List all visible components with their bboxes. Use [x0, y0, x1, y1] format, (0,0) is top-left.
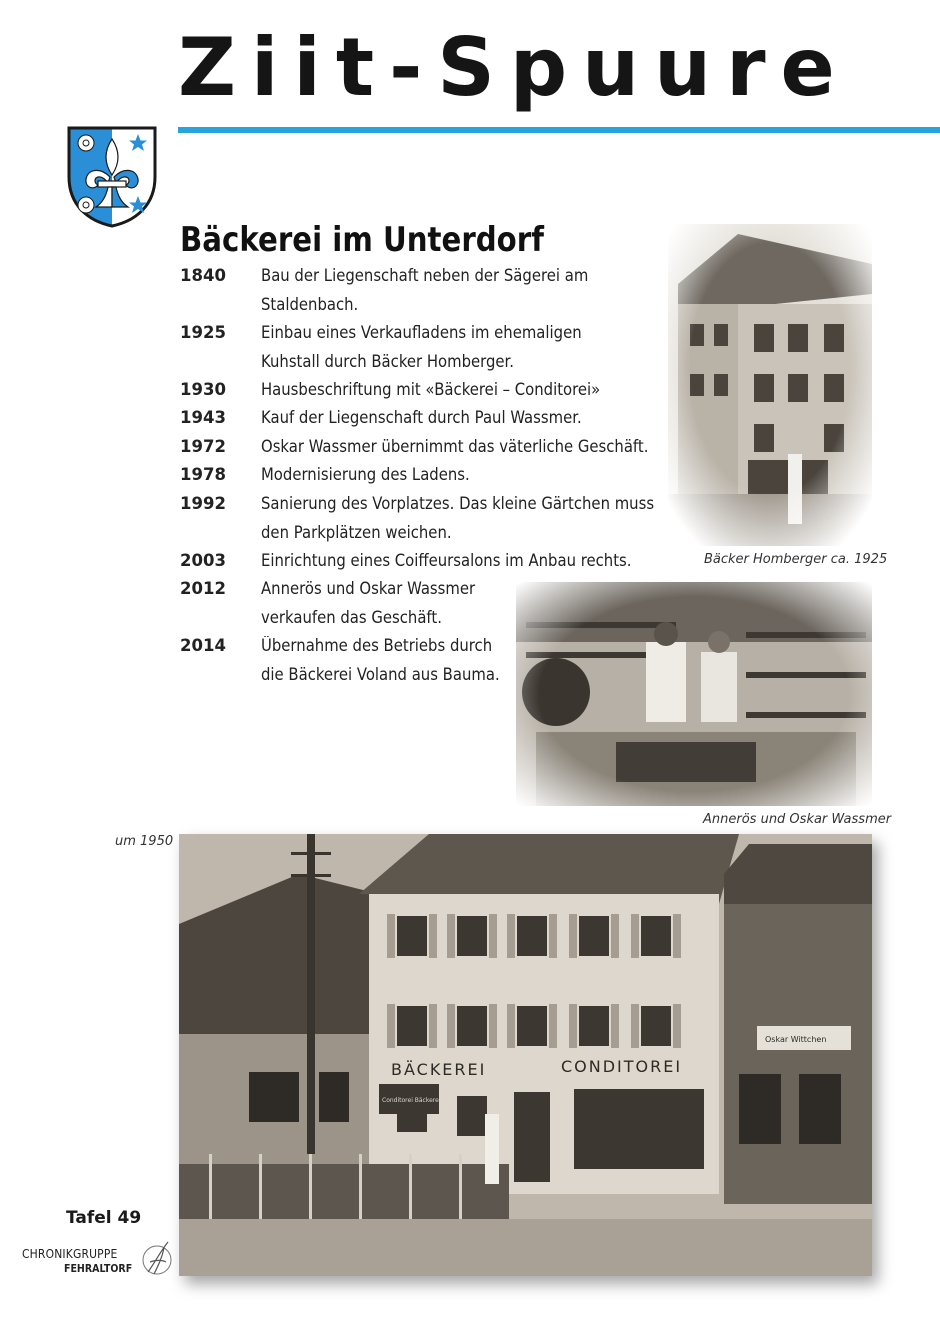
timeline-text: Sanierung des Vorplatzes. Das kleine Gärtchen muss den Parkplätzen weichen. — [261, 494, 655, 542]
timeline-year: 1840 — [180, 266, 226, 285]
timeline-year: 2012 — [180, 579, 226, 598]
timeline-text: Übernahme des Betriebs durch die Bäckerei Voland aus Bauma. — [261, 636, 500, 684]
page-title: Ziit-Spuure — [178, 21, 850, 114]
sign-conditorei: CONDITOREI — [561, 1057, 683, 1076]
chronikgruppe-logo — [22, 1240, 174, 1280]
timeline-year: 2014 — [180, 636, 226, 655]
timeline-year: 2003 — [180, 551, 226, 570]
photo-shop-interior — [516, 582, 872, 806]
timeline-year: 1925 — [180, 323, 226, 342]
coat-of-arms-icon — [66, 125, 158, 229]
timeline-year: 1978 — [180, 465, 226, 484]
timeline-text: Einbau eines Verkaufladens im ehemaligen Kuhstall durch Bäcker Homberger. — [261, 323, 582, 371]
timeline-text: Bau der Liegenschaft neben der Sägerei am Staldenbach. — [261, 266, 589, 314]
timeline-text: Oskar Wassmer übernimmt das väterliche Geschäft. — [261, 437, 649, 456]
timeline-year: 1930 — [180, 380, 226, 399]
sign-baeckerei: BÄCKEREI — [391, 1060, 487, 1079]
signature-mark-icon — [140, 1240, 174, 1280]
timeline-text: Modernisierung des Ladens. — [261, 465, 470, 484]
photo-house-1925 — [668, 224, 872, 546]
timeline-year: 1943 — [180, 408, 226, 427]
photo-street-1950 — [179, 834, 872, 1276]
section-heading: Bäckerei im Unterdorf — [180, 220, 544, 260]
logo-text-line1: CHRONIKGRUPPE — [22, 1246, 118, 1261]
timeline-text: Kauf der Liegenschaft durch Paul Wassmer. — [261, 408, 582, 427]
sign-side: Oskar Wittchen — [765, 1035, 827, 1044]
panel-number: Tafel 49 — [66, 1208, 142, 1228]
logo-text-line2: FEHRALTORF — [64, 1262, 133, 1275]
photo-caption: Annerös und Oskar Wassmer — [703, 812, 892, 827]
timeline-year: 1972 — [180, 437, 226, 456]
timeline-text: Annerös und Oskar Wassmer verkaufen das Geschäft. — [261, 579, 476, 627]
sign-small: Conditorei Bäckerei — [382, 1097, 441, 1104]
photo-caption: Bäcker Homberger ca. 1925 — [704, 552, 888, 567]
title-underline — [178, 127, 940, 133]
photo-caption: um 1950 — [115, 834, 174, 849]
timeline-text: Einrichtung eines Coiffeursalons im Anbau rechts. — [261, 551, 632, 570]
timeline-year: 1992 — [180, 494, 226, 513]
timeline-text: Hausbeschriftung mit «Bäckerei – Conditorei» — [261, 380, 601, 399]
